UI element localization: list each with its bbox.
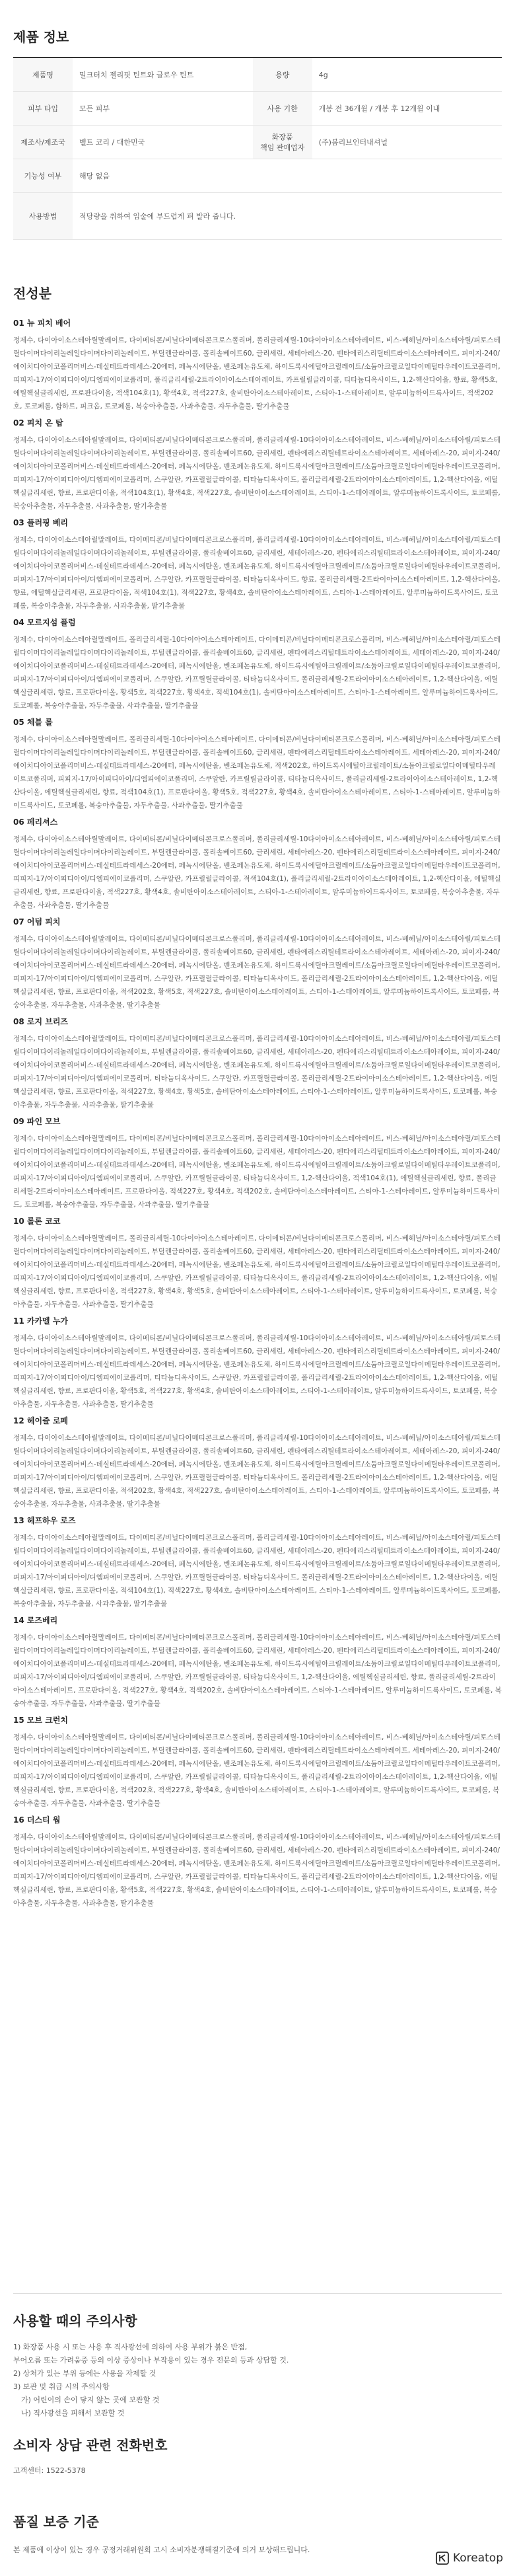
ingredient-shade-name: 10 롤론 코코 — [13, 1217, 61, 1226]
ingredient-text: 정제수, 다이아이소스테아릴말레이트, 폴리글리세릴-10다이아이소스테아레이트, 다이메티콘/비닐다이메티콘크로스폴리머, 비스-베헤닐/아이소스테아릴/피토스테릴다이머다이리놀레일다이머다이리놀레이트, 부틸렌글라이콜, 폴리솔베이트60, 글리세린, 펜타에리스리틸테트라이소스테아레이트, 세테아레스-20, 피이지-240/에이치디아이코폴리머비스-데실테트라데세스-20에터, 페녹시에탄올, 벤조페논유도체, 하이드록시에틸아크릴레이트/소듐아크릴로일다이메틸타우레이트코폴리머, 피피지-17/아이피디아이/디엠피에이코폴리머, 스쿠알란, 카프릴릴글라이콜, 티타늄디옥사이드, 폴리글리세릴-2트라이아이소스테아레이트, 1,2-헥산다이올, 에틸헥실글리세린, 향료, 프로판다이올, 황색5호, 적색227호, 황색4호, 적색104호(1), 솔비탄아이소스테아레이트, 스티아-1-스테아레이트, 알루미늄하이드록사이드, 토코페롤, 복숭아추출물, 자두추출물, 사과추출물, 딸기추출물 — [13, 636, 500, 710]
spec-value: 밀크터치 젤리핏 틴트와 글로우 틴트 — [73, 57, 253, 92]
ingredient-block — [13, 816, 502, 909]
caution-line: 3) 보관 및 취급 시의 주의사항 — [13, 2382, 110, 2391]
spec-row — [13, 159, 502, 193]
warranty-text: 본 제품에 이상이 있는 경우 공정거래위원회 고시 소비자분쟁해결기준에 의거 보상해드립니다. — [13, 2546, 310, 2554]
ingredient-shade-name: 02 피치 온 탑 — [13, 418, 63, 428]
spec-label: 사용 기한 — [253, 92, 312, 126]
caution-line: 부어오름 또는 가려움증 등의 이상 증상이나 부작용이 있는 경우 전문의 등과 상담할 것. — [13, 2356, 289, 2365]
spec-row — [13, 57, 502, 92]
spec-value: 개봉 전 36개월 / 개봉 후 12개월 이내 — [312, 92, 502, 126]
ingredient-block — [13, 916, 502, 1009]
spec-label: 제조사/제조국 — [13, 126, 73, 159]
ingredient-text: 정제수, 다이아이소스테아릴말레이트, 다이메티콘/비닐다이메티콘크로스폴리머, 폴리글리세릴-10다이아이소스테아레이트, 비스-베헤닐/아이소스테아릴/피토스테릴다이머다이리놀레일다이머다이리놀레이트, 부틸렌글라이콜, 폴리솔베이트60, 글리세린, 펜타에리스리틸테트라이소스테아레이트, 세테아레스-20, 피이지-240/에이치디아이코폴리머비스-데실테트라데세스-20에터, 페녹시에탄올, 벤조페논유도체, 하이드록시에틸아크릴레이트/소듐아크릴로일다이메틸타우레이트코폴리머, 피피지-17/아이피디아이/디엠피에이코폴리머, 스쿠알란, 카프릴릴글라이콜, 티타늄디옥사이드, 폴리글리세릴-2트라이아이소스테아레이트, 1,2-헥산다이올, 에틸헥실글리세린, 향료, 프로판다이올, 적색202호, 적색227호, 황색4호, 솔비탄아이소스테아레이트, 스티아-1-스테아레이트, 알루미늄하이드록사이드, 토코페롤, 복숭아추출물, 자두추출물, 사과추출물, 딸기추출물 — [13, 1733, 500, 1807]
ingredient-shade-name: 05 체블 롤 — [13, 718, 53, 727]
brand-mark-icon — [436, 2552, 449, 2565]
product-spec-table — [13, 57, 502, 240]
spec-value: (주)봄리브인터내셔널 — [312, 126, 502, 159]
ingredient-block — [13, 1215, 502, 1308]
spec-value: 4g — [312, 57, 502, 92]
spec-label: 사용방법 — [13, 193, 73, 240]
ingredient-shade-name: 12 헤이즐 로페 — [13, 1416, 69, 1425]
spec-label: 화장품 책임 판매업자 — [253, 126, 312, 159]
ingredient-text: 정제수, 다이아이소스테아릴말레이트, 다이메티콘/비닐다이메티콘크로스폴리머, 폴리글리세릴-10다이아이소스테아레이트, 비스-베헤닐/아이소스테아릴/피토스테릴다이머다이리놀레일다이머다이리놀레이트, 부틸렌글라이콜, 폴리솔베이트60, 글리세린, 세테아레스-20, 펜타에리스리틸테트라이소스테아레이트, 피이지-240/에이치디아이코폴리머비스-데실테트라데세스-20에터, 페녹시에탄올, 벤조페논유도체, 하이드록시에틸아크릴레이트/소듐아크릴로일다이메틸타우레이트코폴리머, 피피지-17/아이피디아이/디엠피에이코폴리머, 스쿠알란, 카프릴릴글라이콜, 티타늄디옥사이드, 1,2-헥산다이올, 적색104호(1), 에틸헥실글리세린, 향료, 폴리글리세릴-2트라이아이소스테아레이트, 프로판다이올, 적색227호, 황색4호, 적색202호, 솔비탄아이소스테아레이트, 스티아-1-스테아레이트, 알루미늄하이드록사이드, 토코페롤, 복숭아추출물, 자두추출물, 사과추출물, 딸기추출물 — [13, 1135, 500, 1209]
ingredient-text: 정제수, 다이아이소스테아릴말레이트, 다이메티콘/비닐다이메티콘크로스폴리머, 폴리글리세릴-10다이아이소스테아레이트, 비스-베헤닐/아이소스테아릴/피토스테릴다이머다이리놀레일다이머다이리놀레이트, 부틸렌글라이콜, 폴리솔베이트60, 글리세린, 세테아레스-20, 펜타에리스리틸테트라이소스테아레이트, 피이지-240/에이치디아이코폴리머비스-데실테트라데세스-20에터, 페녹시에탄올, 벤조페논유도체, 하이드록시에틸아크릴레이트/소듐아크릴로일다이메틸타우레이트코폴리머, 피피지-17/아이피디아이/디엠피에이코폴리머, 스쿠알란, 카프릴릴글라이콜, 티타늄디옥사이드, 폴리글리세릴-2트라이아이소스테아레이트, 1,2-헥산다이올, 에틸헥실글리세린, 향료, 프로판다이올, 적색104호(1), 적색227호, 황색4호, 솔비탄아이소스테아레이트, 스티아-1-스테아레이트, 알루미늄하이드록사이드, 토코페롤, 복숭아추출물, 자두추출물, 사과추출물, 딸기추출물 — [13, 1534, 500, 1608]
ingredient-shade-name: 09 파인 모브 — [13, 1117, 61, 1126]
ingredient-block — [13, 1116, 502, 1209]
spec-label: 제품명 — [13, 57, 73, 92]
ingredient-block — [13, 1814, 502, 1907]
ingredient-text: 정제수, 다이아이소스테아릴말레이트, 폴리글리세릴-10다이아이소스테아레이트, 다이메티콘/비닐다이메티콘크로스폴리머, 비스-베헤닐/아이소스테아릴/피토스테릴다이머다이리놀레일다이머다이리놀레이트, 부틸렌글라이콜, 폴리솔베이트60, 글리세린, 세테아레스-20, 펜타에리스리틸테트라이소스테아레이트, 피이지-240/에이치디아이코폴리머비스-데실테트라데세스-20에터, 페녹시에탄올, 벤조페논유도체, 하이드록시에틸아크릴레이트/소듐아크릴로일다이메틸타우레이트코폴리머, 피피지-17/아이피디아이/디엠피에이코폴리머, 스쿠알란, 카프릴릴글라이콜, 티타늄디옥사이드, 폴리글리세릴-2트라이아이소스테아레이트, 1,2-헥산다이올, 에틸헥실글리세린, 향료, 프로판다이올, 적색227호, 황색4호, 황색5호, 솔비탄아이소스테아레이트, 스티아-1-스테아레이트, 알루미늄하이드록사이드, 토코페롤, 복숭아추출물, 자두추출물, 사과추출물, 딸기추출물 — [13, 1234, 500, 1308]
ingredient-text: 정제수, 다이아이소스테아릴말레이트, 다이메티콘/비닐다이메티콘크로스폴리머, 폴리글리세릴-10다이아이소스테아레이트, 비스-베헤닐/아이소스테아릴/피토스테릴다이머다이리놀레일다이머다이리놀레이트, 부틸렌글라이콜, 폴리솔베이트60, 글리세린, 세테아레스-20, 펜타에리스리틸테트라이소스테아레이트, 피이지-240/에이치디아이코폴리머비스-데실테트라데세스-20에터, 페녹시에탄올, 벤조페논유도체, 하이드록시에틸아크릴레이트/소듐아크릴로일다이메틸타우레이트코폴리머, 피피지-17/아이피디아이/디엠피에이코폴리머, 스쿠알란, 카프릴릴글라이콜, 티타늄디옥사이드, 1,2-헥산다이올, 에틸헥실글리세린, 향료, 폴리글리세릴-2트라이아이소스테아레이트, 프로판다이올, 적색227호, 황색4호, 적색202호, 솔비탄아이소스테아레이트, 스티아-1-스테아레이트, 알루미늄하이드록사이드, 토코페롤, 복숭아추출물, 자두추출물, 사과추출물, 딸기추출물 — [13, 1634, 502, 1708]
product-info-title: 제품 정보 — [13, 29, 69, 45]
ingredient-shade-name: 01 뉴 피치 베어 — [13, 319, 71, 328]
ingredient-shade-name: 11 카카멜 누가 — [13, 1316, 69, 1326]
ingredient-text: 정제수, 다이아이소스테아릴말레이트, 다이메티콘/비닐다이메티콘크로스폴리머, 폴리글리세릴-10다이아이소스테아레이트, 비스-베헤닐/아이소스테아릴/피토스테릴다이머다이리놀레일다이머다이리놀레이트, 부틸렌글라이콜, 폴리솔베이트60, 글리세린, 세테아레스-20, 펜타에리스리틸테트라이소스테아레이트, 피이지-240/에이치디아이코폴리머비스-데실테트라데세스-20에터, 페녹시에탄올, 벤조페논유도체, 하이드록시에틸아크릴레이트/소듐아크릴로일다이메틸타우레이트코폴리머, 피피지-17/아이피디아이/디엠피에이코폴리머, 티타늄디옥사이드, 스쿠알란, 카프릴릴글라이콜, 폴리글리세릴-2트라이아이소스테아레이트, 1,2-헥산다이올, 에틸헥실글리세린, 향료, 프로판다이올, 적색227호, 황색4호, 황색5호, 솔비탄아이소스테아레이트, 스티아-1-스테아레이트, 알루미늄하이드록사이드, 토코페롤, 복숭아추출물, 자두추출물, 사과추출물, 딸기추출물 — [13, 1035, 500, 1109]
contact-title: 소비자 상담 관련 전화번호 — [13, 2437, 168, 2453]
caution-line: 가) 어린이의 손이 닿지 않는 곳에 보관할 것 — [21, 2396, 160, 2404]
caution-line: 1) 화장품 사용 시 또는 사용 후 직사광선에 의하여 사용 부위가 붉은 반점, — [13, 2343, 248, 2351]
spec-value: 적당량을 취하여 입술에 부드럽게 펴 발라 줍니다. — [73, 193, 502, 240]
caution-line: 나) 직사광선을 피해서 보관할 것 — [21, 2409, 125, 2417]
ingredient-text: 정제수, 다이아이소스테아릴말레이트, 다이메티콘/비닐다이메티콘크로스폴리머, 폴리글리세릴-10다이아이소스테아레이트, 비스-베헤닐/아이소스테아릴/피토스테릴다이머다이리놀레일다이머다이리놀레이트, 부틸렌글라이콜, 폴리솔베이트60, 글리세린, 세테아레스-20, 펜타에리스리틸테트라이소스테아레이트, 피이지-240/에이치디아이코폴리머비스-데실테트라데세스-20에터, 페녹시에탄올, 벤조페논유도체, 하이드록시에틸아크릴레이트/소듐아크릴로일다이메틸타우레이트코폴리머, 피피지-17/아이피디아이/디엠피에이코폴리머, 폴리글리세릴-2트라이아이소스테아레이트, 카프릴릴글라이콜, 티타늄디옥사이드, 1,2-헥산다이올, 향료, 황색5호, 에틸헥실글리세린, 프로판다이올, 적색104호(1), 황색4호, 적색227호, 솔비탄아이소스테아레이트, 스티아-1-스테아레이트, 알루미늄하이드록사이드, 적색202호, 토코페롤, 함하트, 피크옵, 토코페롤, 복숭아추출물, 사과추출물, 자두추출물, 딸기추출물 — [13, 336, 500, 410]
ingredient-block — [13, 1315, 502, 1408]
ingredient-block — [13, 1016, 502, 1109]
ingredient-shade-name: 13 헤프하우 로즈 — [13, 1516, 76, 1525]
ingredient-text: 정제수, 다이아이소스테아릴말레이트, 폴리글리세릴-10다이아이소스테아레이트, 다이메티콘/비닐다이메티콘크로스폴리머, 비스-베헤닐/아이소스테아릴/피토스테릴다이머다이리놀레일다이머다이리놀레이트, 부틸렌글라이콜, 폴리솔베이트60, 글리세린, 펜타에리스리틸테트라이소스테아레이트, 세테아레스-20, 피이지-240/에이치디아이코폴리머비스-데실테트라데세스-20에터, 페녹시에탄올, 벤조페논유도체, 적색202호, 하이드록시에틸아크릴레이트/소듐아크릴로일다이메틸타우레이트코폴리머, 피피지-17/아이피디아이/디엠피에이코폴리머, 스쿠알란, 카프릴릴글라이콜, 티타늄디옥사이드, 폴리글리세릴-2트라이아이소스테아레이트, 1,2-헥산다이올, 에틸헥실글리세린, 향료, 적색104호(1), 프로판다이올, 황색5호, 적색227호, 황색4호, 솔비탄아이소스테아레이트, 스티아-1-스테아레이트, 알루미늄하이드록사이드, 토코페롤, 복숭아추출물, 자두추출물, 사과추출물, 딸기추출물 — [13, 736, 500, 810]
caution-line: 2) 상처가 있는 부위 등에는 사용을 자제할 것 — [13, 2369, 156, 2378]
ingredient-shade-name: 03 플러핑 베리 — [13, 518, 69, 527]
ingredient-shade-name: 15 모브 크런치 — [13, 1716, 69, 1725]
brand-logo — [436, 2552, 503, 2565]
ingredient-block — [13, 517, 502, 610]
ingredient-block — [13, 317, 502, 410]
brand-name: Koreatop — [452, 2552, 503, 2565]
ingredient-text: 정제수, 다이아이소스테아릴말레이트, 다이메티콘/비닐다이메티콘크로스폴리머, 폴리글리세릴-10다이아이소스테아레이트, 비스-베헤닐/아이소스테아릴/피토스테릴다이머다이리놀레일다이머다이리놀레이트, 부틸렌글라이콜, 폴리솔베이트60, 글리세린, 세테아레스-20, 펜타에리스리틸테트라이소스테아레이트, 피이지-240/에이치디아이코폴리머비스-데실테트라데세스-20에터, 페녹시에탄올, 벤조페논유도체, 하이드록시에틸아크릴레이트/소듐아크릴로일다이메틸타우레이트코폴리머, 피피지-17/아이피디아이/디엠피에이코폴리머, 스쿠알란, 카프릴릴글라이콜, 티타늄디옥사이드, 향료, 폴리글리세릴-2트라이아이소스테아레이트, 1,2-헥산다이올, 향료, 에틸헥실글리세린, 프로판다이올, 적색104호(1), 적색227호, 황색4호, 솔비탄아이소스테아레이트, 스티아-1-스테아레이트, 알루미늄하이드록사이드, 토코페롤, 복숭아추출물, 자두추출물, 사과추출물, 딸기추출물 — [13, 536, 500, 610]
ingredient-block — [13, 1614, 502, 1708]
ingredient-block — [13, 1515, 502, 1608]
spec-value: 해당 없음 — [73, 159, 502, 193]
ingredients-title: 전성분 — [13, 285, 52, 301]
divider — [13, 2293, 502, 2294]
ingredient-block — [13, 417, 502, 510]
ingredient-shade-name: 06 페리셔스 — [13, 817, 58, 827]
caution-title: 사용할 때의 주의사항 — [13, 2313, 137, 2329]
ingredient-text: 정제수, 다이아이소스테아릴말레이트, 다이메티콘/비닐다이메티콘크로스폴리머, 폴리글리세릴-10다이아이소스테아레이트, 비스-베헤닐/아이소스테아릴/피토스테릴다이머다이리놀레일다이머다이리놀레이트, 부틸렌글라이콜, 폴리솔베이트60, 글리세린, 펜타에리스리틸테트라이소스테아레이트, 세테아레스-20, 피이지-240/에이치디아이코폴리머비스-데실테트라데세스-20에터, 페녹시에탄올, 벤조페논유도체, 하이드록시에틸아크릴레이트/소듐아크릴로일다이메틸타우레이트코폴리머, 피피지-17/아이피디아이/디엠피에이코폴리머, 스쿠알란, 카프릴릴글라이콜, 티타늄디옥사이드, 폴리글리세릴-2트라이아이소스테아레이트, 1,2-헥산다이올, 에틸헥실글리세린, 향료, 프로판다이올, 적색104호(1), 황색4호, 적색227호, 솔비탄아이소스테아레이트, 스티아-1-스테아레이트, 알루미늄하이드록사이드, 토코페롤, 복숭아추출물, 자두추출물, 사과추출물, 딸기추출물 — [13, 436, 500, 510]
ingredient-text: 정제수, 다이아이소스테아릴말레이트, 다이메티콘/비닐다이메티콘크로스폴리머, 폴리글리세릴-10다이아이소스테아레이트, 비스-베헤닐/아이소스테아릴/피토스테릴다이머다이리놀레일다이머다이리놀레이트, 부틸렌글라이콜, 폴리솔베이트60, 글리세린, 세테아레스-20, 펜타에리스리틸테트라이소스테아레이트, 피이지-240/에이치디아이코폴리머비스-데실테트라데세스-20에터, 페녹시에탄올, 벤조페논유도체, 하이드록시에틸아크릴레이트/소듐아크릴로일다이메틸타우레이트코폴리머, 피피지-17/아이피디아이/디엠피에이코폴리머, 티타늄디옥사이드, 스쿠알란, 카프릴릴글라이콜, 폴리글리세릴-2트라이아이소스테아레이트, 1,2-헥산다이올, 에틸헥실글리세린, 향료, 프로판다이올, 황색5호, 적색227호, 황색4호, 솔비탄아이소스테아레이트, 스티아-1-스테아레이트, 알루미늄하이드록사이드, 토코페롤, 복숭아추출물, 자두추출물, 사과추출물, 딸기추출물 — [13, 1334, 500, 1408]
spec-label: 기능성 여부 — [13, 159, 73, 193]
ingredient-shade-name: 04 모르지섬 플럼 — [13, 618, 76, 627]
spec-row — [13, 193, 502, 240]
ingredient-shade-name: 08 로지 브리즈 — [13, 1017, 69, 1026]
spec-value: 벨트 코리 / 대한민국 — [73, 126, 253, 159]
spec-row — [13, 126, 502, 159]
ingredient-block — [13, 617, 502, 710]
ingredient-block — [13, 1415, 502, 1508]
spec-value: 모든 피부 — [73, 92, 253, 126]
ingredient-block — [13, 716, 502, 810]
ingredient-text: 정제수, 다이아이소스테아릴말레이트, 다이메티콘/비닐다이메티콘크로스폴리머, 폴리글리세릴-10다이아이소스테아레이트, 비스-베헤닐/아이소스테아릴/피토스테릴다이머다이리놀레일다이머다이리놀레이트, 부틸렌글라이콜, 폴리솔베이트60, 글리세린, 세테아레스-20, 펜타에리스리틸테트라이소스테아레이트, 피이지-240/에이치디아이코폴리머비스-데실테트라데세스-20에터, 페녹시에탄올, 벤조페논유도체, 하이드록시에틸아크릴레이트/소듐아크릴로일다이메틸타우레이트코폴리머, 피피지-17/아이피디아이/디엠피에이코폴리머, 스쿠알란, 카프릴릴글라이콜, 적색104호(1), 폴리글리세릴-2트라이아이소스테아레이트, 1,2-헥산다이올, 에틸헥실글리세린, 향료, 프로판다이올, 적색227호, 황색4호, 솔비탄아이소스테아레이트, 스티아-1-스테아레이트, 알루미늄하이드록사이드, 토코페롤, 복숭아추출물, 자두추출물, 사과추출물, 딸기추출물 — [13, 835, 501, 909]
contact-phone: 고객센터: 1522-5378 — [13, 2466, 86, 2475]
ingredient-shade-name: 14 로즈베리 — [13, 1616, 58, 1625]
warranty-title: 품질 보증 기준 — [13, 2514, 99, 2530]
spec-label: 용량 — [253, 57, 312, 92]
ingredient-text: 정제수, 다이아이소스테아릴말레이트, 다이메티콘/비닐다이메티콘크로스폴리머, 폴리글리세릴-10다이아이소스테아레이트, 비스-베헤닐/아이소스테아릴/피토스테릴다이머다이리놀레일다이머다이리놀레이트, 부틸렌글라이콜, 폴리솔베이트60, 글리세린, 펜타에리스리틸테트라이소스테아레이트, 세테아레스-20, 피이지-240/에이치디아이코폴리머비스-데실테트라데세스-20에터, 페녹시에탄올, 벤조페논유도체, 하이드록시에틸아크릴레이트/소듐아크릴로일다이메틸타우레이트코폴리머, 피피지-17/아이피디아이/디엠피에이코폴리머, 스쿠알란, 카프릴릴글라이콜, 티타늄디옥사이드, 폴리글리세릴-2트라이아이소스테아레이트, 1,2-헥산다이올, 에틸헥실글리세린, 향료, 프로판다이올, 적색202호, 황색4호, 적색227호, 솔비탄아이소스테아레이트, 스티아-1-스테아레이트, 알루미늄하이드록사이드, 토코페롤, 복숭아추출물, 자두추출물, 사과추출물, 딸기추출물 — [13, 1434, 500, 1508]
ingredient-text: 정제수, 다이아이소스테아릴말레이트, 다이메티콘/비닐다이메티콘크로스폴리머, 폴리글리세릴-10다이아이소스테아레이트, 비스-베헤닐/아이소스테아릴/피토스테릴다이머다이리놀레일다이머다이리놀레이트, 부틸렌글라이콜, 폴리솔베이트60, 글리세린, 세테아레스-20, 펜타에리스리틸테트라이소스테아레이트, 피이지-240/에이치디아이코폴리머비스-데실테트라데세스-20에터, 페녹시에탄올, 벤조페논유도체, 하이드록시에틸아크릴레이트/소듐아크릴로일다이메틸타우레이트코폴리머, 피피지-17/아이피디아이/디엠피에이코폴리머, 스쿠알란, 카프릴릴글라이콜, 티타늄디옥사이드, 폴리글리세릴-2트라이아이소스테아레이트, 1,2-헥산다이올, 에틸헥실글리세린, 향료, 프로판다이올, 황색5호, 적색227호, 황색4호, 솔비탄아이소스테아레이트, 스티아-1-스테아레이트, 알루미늄하이드록사이드, 토코페롤, 복숭아추출물, 자두추출물, 사과추출물, 딸기추출물 — [13, 1833, 500, 1907]
caution-text — [13, 2341, 502, 2420]
ingredient-shade-name: 07 어텀 피치 — [13, 917, 61, 927]
ingredients-list — [13, 317, 502, 1914]
spec-label: 피부 타입 — [13, 92, 73, 126]
spec-row — [13, 92, 502, 126]
ingredient-shade-name: 16 더스티 웜 — [13, 1815, 61, 1825]
ingredient-block — [13, 1714, 502, 1807]
ingredient-text: 정제수, 다이아이소스테아릴말레이트, 다이메티콘/비닐다이메티콘크로스폴리머, 폴리글리세릴-10다이아이소스테아레이트, 비스-베헤닐/아이소스테아릴/피토스테릴다이머다이리놀레일다이머다이리놀레이트, 부틸렌글라이콜, 폴리솔베이트60, 글리세린, 펜타에리스리틸테트라이소스테아레이트, 세테아레스-20, 피이지-240/에이치디아이코폴리머비스-데실테트라데세스-20에터, 페녹시에탄올, 벤조페논유도체, 하이드록시에틸아크릴레이트/소듐아크릴로일다이메틸타우레이트코폴리머, 피피지-17/아이피디아이/디엠피에이코폴리머, 스쿠알란, 카프릴릴글라이콜, 티타늄디옥사이드, 폴리글리세릴-2트라이아이소스테아레이트, 1,2-헥산다이올, 에틸헥실글리세린, 향료, 프로판다이올, 적색202호, 황색5호, 적색227호, 솔비탄아이소스테아레이트, 스티아-1-스테아레이트, 알루미늄하이드록사이드, 토코페롤, 복숭아추출물, 자두추출물, 사과추출물, 딸기추출물 — [13, 935, 500, 1009]
